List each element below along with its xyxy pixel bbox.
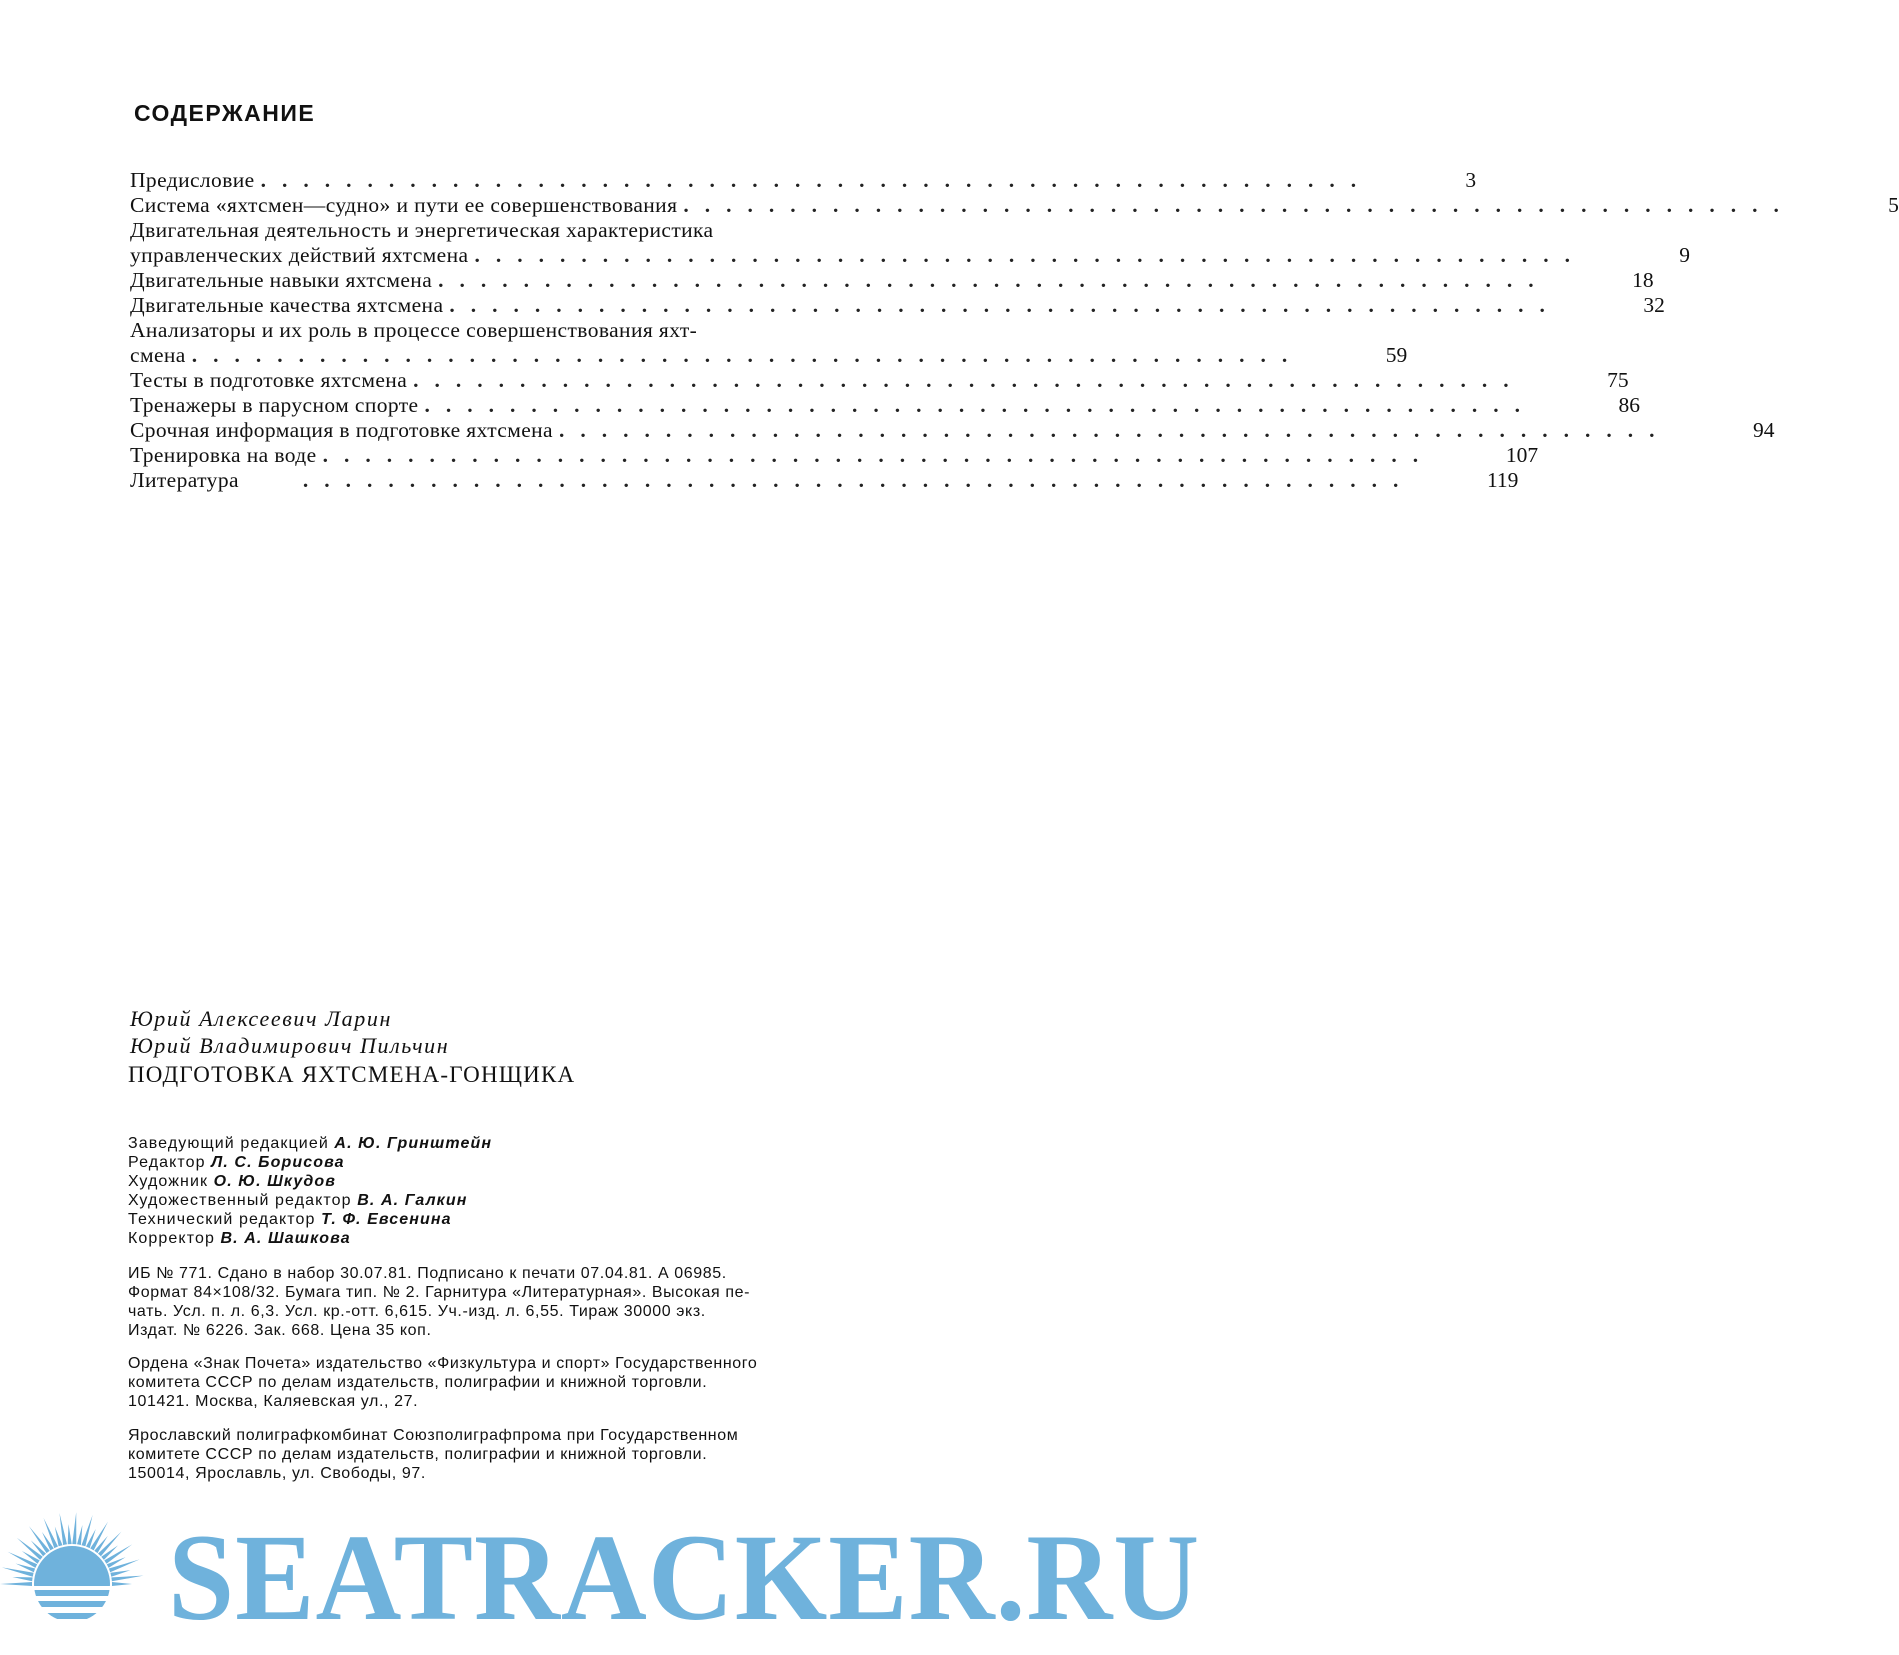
toc-leader-dots: .................................................... bbox=[322, 443, 1435, 467]
toc-entry[interactable] bbox=[130, 418, 1775, 443]
printer-details bbox=[128, 1426, 952, 1483]
toc-entry-title: Система «яхтсмен—судно» и пути ее совершенствования bbox=[130, 193, 678, 217]
toc-entry-title: Двигательная деятельность и энергетическая характеристика bbox=[130, 218, 714, 242]
toc-entry-page: 119 bbox=[1486, 468, 1519, 492]
toc-entry[interactable] bbox=[130, 193, 1899, 218]
toc-entry-page: 59 bbox=[1385, 343, 1408, 367]
toc-leader-dots: .................................................... bbox=[449, 293, 1561, 317]
toc-leader-dots: .................................................... bbox=[438, 268, 1550, 292]
credit-row bbox=[128, 1191, 492, 1210]
table-of-contents bbox=[130, 168, 1899, 493]
credit-row bbox=[128, 1210, 492, 1229]
toc-entry-title: Литература bbox=[130, 468, 239, 492]
toc-entry-title: Тесты в подготовке яхтсмена bbox=[130, 368, 408, 392]
toc-entry-title: Анализаторы и их роль в процессе совершенствования яхт- bbox=[130, 318, 698, 342]
toc-entry[interactable] bbox=[130, 318, 1408, 368]
toc-entry[interactable] bbox=[130, 468, 1519, 493]
toc-entry-title: Предисловие bbox=[130, 168, 255, 192]
publisher-line: комитета СССР по делам издательств, полиграфии и книжной торговли. bbox=[128, 1374, 708, 1391]
book-title: ПОДГОТОВКА ЯХТСМЕНА-ГОНЩИКА bbox=[128, 1062, 576, 1087]
toc-entry[interactable] bbox=[130, 293, 1665, 318]
credit-name: В. А. Шашкова bbox=[220, 1230, 351, 1247]
toc-entry-page: 107 bbox=[1505, 443, 1539, 467]
credits-list bbox=[128, 1134, 492, 1248]
toc-entry-page: 32 bbox=[1643, 293, 1665, 317]
credit-name: Л. С. Борисова bbox=[211, 1154, 345, 1171]
credit-role: Редактор bbox=[128, 1154, 206, 1171]
author-name: Юрий Владимирович Пильчин bbox=[130, 1033, 450, 1058]
toc-entry[interactable] bbox=[130, 218, 1690, 268]
author-name: Юрий Алексеевич Ларин bbox=[130, 1006, 392, 1031]
credit-name: В. А. Галкин bbox=[357, 1192, 468, 1209]
toc-entry-title: Тренажеры в парусном спорте bbox=[130, 393, 419, 417]
credit-role: Художественный редактор bbox=[128, 1192, 352, 1209]
toc-leader-dots: .................................................... bbox=[260, 168, 1373, 192]
publication-line: ИБ № 771. Сдано в набор 30.07.81. Подписано к печати 07.04.81. А 06985. bbox=[128, 1265, 727, 1282]
credit-role: Корректор bbox=[128, 1230, 215, 1247]
credit-name: Т. Ф. Евсенина bbox=[321, 1211, 452, 1228]
toc-entry-page: 9 bbox=[1679, 243, 1690, 267]
toc-heading: СОДЕРЖАНИЕ bbox=[134, 100, 316, 126]
credit-row bbox=[128, 1153, 492, 1172]
toc-entry-title-continued: смена bbox=[130, 343, 186, 367]
credit-role: Заведующий редакцией bbox=[128, 1135, 329, 1152]
toc-entry-page: 18 bbox=[1632, 268, 1654, 292]
toc-entry[interactable] bbox=[130, 443, 1539, 468]
toc-entry-page: 5 bbox=[1888, 193, 1899, 217]
toc-entry[interactable] bbox=[130, 368, 1629, 393]
toc-entry-page: 75 bbox=[1607, 368, 1629, 392]
toc-entry-title: Двигательные качества яхтсмена bbox=[130, 293, 444, 317]
toc-entry[interactable] bbox=[130, 268, 1654, 293]
printer-line: Ярославский полиграфкомбинат Союзполиграфпрома при Государственном bbox=[128, 1427, 739, 1444]
sun-logo-icon bbox=[0, 1506, 170, 1646]
toc-leader-dots: .................................................... bbox=[413, 368, 1525, 392]
credit-row bbox=[128, 1229, 492, 1248]
credit-row bbox=[128, 1172, 492, 1191]
publisher-line: Ордена «Знак Почета» издательство «Физкультура и спорт» Государственного bbox=[128, 1355, 758, 1372]
toc-leader-dots: .................................................... bbox=[424, 393, 1537, 417]
toc-leader-dots: .................................................... bbox=[302, 468, 1415, 492]
toc-entry-page: 94 bbox=[1753, 418, 1775, 442]
toc-entry-title-continued: управленческих действий яхтсмена bbox=[130, 243, 469, 267]
printer-line: комитете СССР по делам издательств, полиграфии и книжной торговли. bbox=[128, 1446, 708, 1463]
watermark bbox=[0, 1506, 1201, 1646]
watermark-text: SEATRACKER.RU bbox=[168, 1509, 1201, 1646]
toc-leader-dots: .................................................... bbox=[683, 193, 1795, 217]
publication-line: Формат 84×108/32. Бумага тип. № 2. Гарнитура «Литературная». Высокая пе- bbox=[128, 1284, 751, 1301]
toc-entry[interactable] bbox=[130, 393, 1641, 418]
publisher-details bbox=[128, 1354, 952, 1411]
toc-entry-page: 86 bbox=[1618, 393, 1641, 417]
publication-line: Издат. № 6226. Зак. 668. Цена 35 коп. bbox=[128, 1322, 432, 1339]
printer-line: 150014, Ярославль, ул. Свободы, 97. bbox=[128, 1465, 426, 1482]
credit-role: Художник bbox=[128, 1173, 209, 1190]
toc-entry-page: 3 bbox=[1465, 168, 1477, 192]
toc-entry-title: Тренировка на воде bbox=[130, 443, 317, 467]
publication-line: чать. Усл. п. л. 6,3. Усл. кр.-отт. 6,615. Уч.-изд. л. 6,55. Тираж 30000 экз. bbox=[128, 1303, 706, 1320]
toc-entry[interactable] bbox=[130, 168, 1477, 193]
toc-entry-title: Двигательные навыки яхтсмена bbox=[130, 268, 433, 292]
credit-role: Технический редактор bbox=[128, 1211, 316, 1228]
toc-leader-dots: .................................................... bbox=[191, 343, 1304, 367]
credit-name: О. Ю. Шкудов bbox=[213, 1173, 336, 1190]
publisher-line: 101421. Москва, Каляевская ул., 27. bbox=[128, 1393, 419, 1410]
toc-leader-dots: .................................................... bbox=[559, 418, 1671, 442]
toc-leader-dots: .................................................... bbox=[474, 243, 1586, 267]
credit-row bbox=[128, 1134, 492, 1153]
publication-details bbox=[128, 1264, 952, 1340]
toc-entry-title: Срочная информация в подготовке яхтсмена bbox=[130, 418, 553, 442]
credit-name: А. Ю. Гринштейн bbox=[334, 1135, 493, 1152]
